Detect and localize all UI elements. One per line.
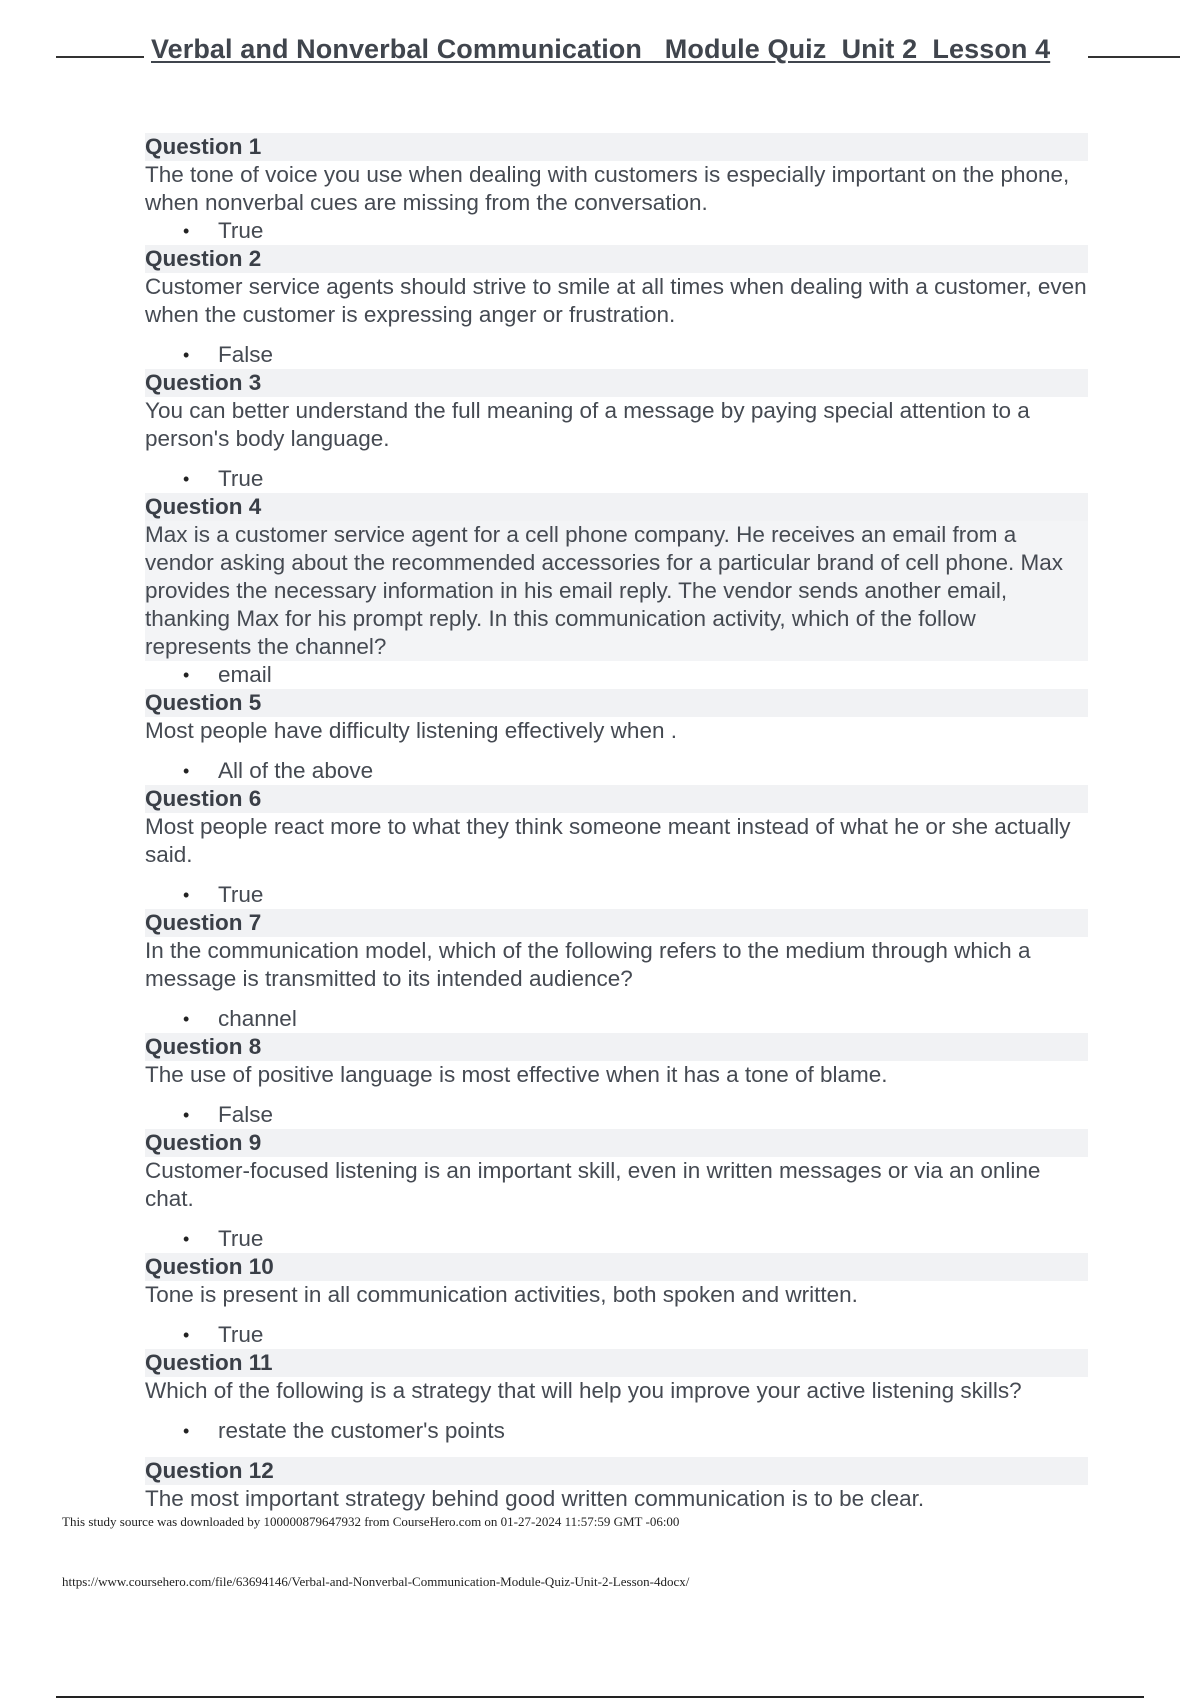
document-title: Verbal and Nonverbal Communication Module Quiz Unit 2 Lesson 4 (151, 34, 1051, 64)
question-12-text: The most important strategy behind good written communication is to be clear. (145, 1486, 925, 1511)
question-11-text: Which of the following is a strategy that will help you improve your active listening skills? (145, 1378, 1022, 1403)
question-7-text: In the communication model, which of the following refers to the medium through which a message is transmitted to its intended audience? (145, 938, 1031, 991)
title-rule-right (1088, 56, 1180, 58)
question-2-answer (145, 341, 1088, 369)
question-7-heading: Question 7 (145, 909, 1088, 937)
question-3-answer (145, 465, 1088, 493)
question-5-heading: Question 5 (145, 689, 1088, 717)
bullet-icon: • (183, 221, 190, 241)
question-2-text: Customer service agents should strive to smile at all times when dealing with a customer, even when the customer is expressing anger or frustration. (145, 274, 1087, 327)
bullet-icon: • (183, 761, 190, 781)
question-9-text: Customer-focused listening is an important skill, even in written messages or via an online chat. (145, 1158, 1041, 1211)
answer-text: False (218, 342, 274, 367)
question-1-heading: Question 1 (145, 133, 1088, 161)
question-4-heading: Question 4 (145, 493, 1088, 521)
answer-text: True (218, 218, 264, 243)
answer-text: True (218, 1226, 264, 1251)
bullet-icon: • (183, 1325, 190, 1345)
question-7-answer (145, 1005, 1088, 1033)
bullet-icon: • (183, 665, 190, 685)
question-10-heading: Question 10 (145, 1253, 1088, 1281)
answer-text: channel (218, 1006, 297, 1031)
answer-text: All of the above (218, 758, 374, 783)
answer-text: True (218, 882, 264, 907)
document-title-row (56, 34, 1180, 74)
question-6-text: Most people react more to what they think someone meant instead of what he or she actually said. (145, 814, 1071, 867)
bottom-rule (56, 1696, 1144, 1698)
bullet-icon: • (183, 1421, 190, 1441)
question-6-heading: Question 6 (145, 785, 1088, 813)
quiz-body (145, 133, 1088, 1513)
question-9-heading: Question 9 (145, 1129, 1088, 1157)
answer-text: False (218, 1102, 274, 1127)
question-10-text: Tone is present in all communication activities, both spoken and written. (145, 1282, 858, 1307)
question-11-answer (145, 1417, 1088, 1445)
question-12-heading: Question 12 (145, 1457, 1088, 1485)
question-5-text: Most people have difficulty listening effectively when . (145, 718, 677, 743)
question-3-text: You can better understand the full meaning of a message by paying special attention to a person's body language. (145, 398, 1030, 451)
answer-text: email (218, 662, 272, 687)
question-8-heading: Question 8 (145, 1033, 1088, 1061)
bullet-icon: • (183, 1009, 190, 1029)
answer-text: True (218, 466, 264, 491)
bullet-icon: • (183, 885, 190, 905)
question-9-answer (145, 1225, 1088, 1253)
question-1-answer (145, 217, 1088, 245)
answer-text: True (218, 1322, 264, 1347)
bullet-icon: • (183, 345, 190, 365)
question-5-answer (145, 757, 1088, 785)
question-4-answer (145, 661, 1088, 689)
question-10-answer (145, 1321, 1088, 1349)
bullet-icon: • (183, 1105, 190, 1125)
question-3-heading: Question 3 (145, 369, 1088, 397)
answer-text: restate the customer's points (218, 1418, 505, 1443)
question-2-heading: Question 2 (145, 245, 1088, 273)
question-1-text: The tone of voice you use when dealing with customers is especially important on the phone, when nonverbal cues are missing from the conversation. (145, 162, 1070, 215)
question-4-text: Max is a customer service agent for a cell phone company. He receives an email from a vendor asking about the recommended accessories for a particular brand of cell phone. Max provides the necessary information in his email reply. The vendor sends another email, thanking Max for his prompt reply. In this communication activity, which of the follow represents the channel? (145, 521, 1088, 661)
download-watermark-note: This study source was downloaded by 100000879647932 from CourseHero.com on 01-27-2024 11:57:59 GMT -06:00 (62, 1514, 680, 1529)
bullet-icon: • (183, 469, 190, 489)
title-rule-left (56, 56, 144, 58)
question-8-text: The use of positive language is most effective when it has a tone of blame. (145, 1062, 888, 1087)
bullet-icon: • (183, 1229, 190, 1249)
question-8-answer (145, 1101, 1088, 1129)
question-6-answer (145, 881, 1088, 909)
source-url[interactable]: https://www.coursehero.com/file/63694146/Verbal-and-Nonverbal-Communication-Module-Quiz-Unit-2-Lesson-4docx/ (62, 1574, 690, 1589)
question-11-heading: Question 11 (145, 1349, 1088, 1377)
